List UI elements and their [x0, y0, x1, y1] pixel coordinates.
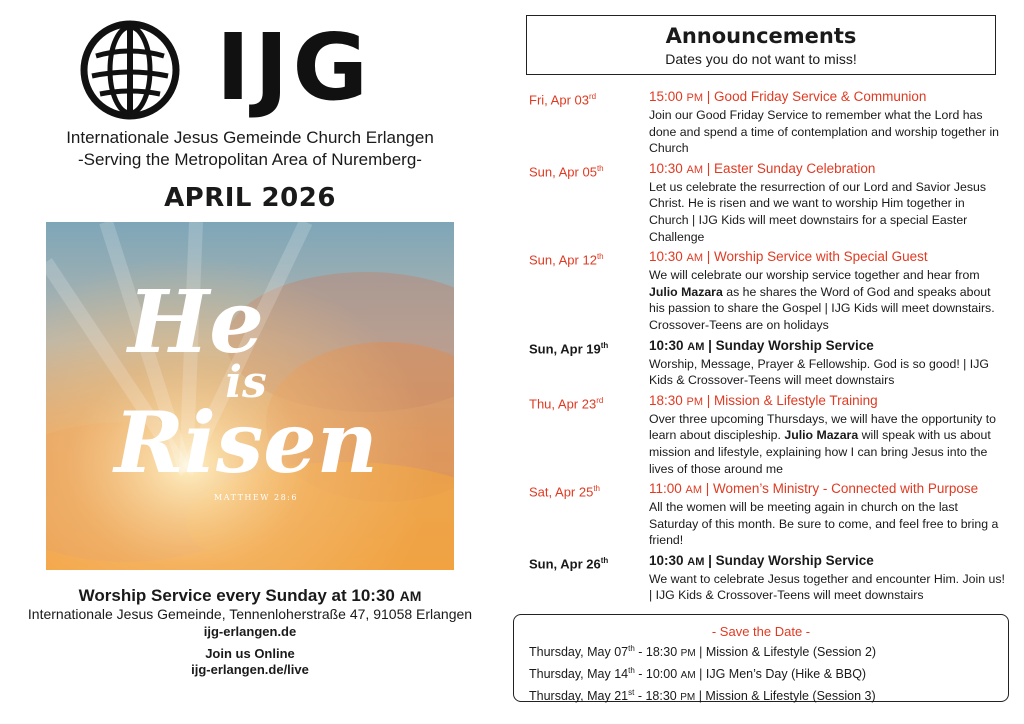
left-panel [0, 0, 500, 724]
church-name: Internationale Jesus Gemeinde Church Erlangen [66, 128, 434, 147]
event-heading [649, 552, 1005, 571]
event-date-text: Sun, Apr 05 [529, 164, 597, 180]
event-heading [649, 480, 1005, 499]
event-date [529, 392, 649, 477]
event-title: | Women’s Ministry - Connected with Purpose [702, 481, 979, 497]
announcements-header [526, 15, 996, 75]
event-date [529, 337, 649, 389]
event-body [649, 88, 1005, 157]
event-body [649, 480, 1005, 549]
speaker-name: Julio Mazara [649, 284, 723, 299]
event-heading [649, 337, 1005, 356]
save-time: - 18:30 [634, 689, 681, 704]
event-title: | Good Friday Service & Communion [703, 89, 927, 104]
event-description-text: All the women will be meeting again in church on the last Saturday of this month. Be sure to come, and feel free to bring a friend! [649, 500, 999, 548]
save-title-text: | Mission & Lifestyle (Session 3) [695, 689, 876, 704]
save-ampm: PM [680, 692, 696, 704]
event-title: | Worship Service with Special Guest [703, 249, 928, 265]
event-date-suffix: th [600, 340, 609, 350]
speaker-name: Julio Mazara [784, 428, 859, 443]
worship-times: Worship Service every Sunday at 10:30 AM [78, 586, 422, 605]
globe-cross-icon [78, 18, 182, 122]
announcements-title: Announcements [665, 24, 857, 48]
event-item [529, 248, 1009, 333]
event-item [529, 160, 1009, 245]
event-time: 10:30 [649, 337, 688, 353]
event-description-text: We want to celebrate Jesus together and encounter Him. Join us! | IJG Kids & Crossover-Teens will meet downstairs [649, 571, 1005, 603]
event-heading [649, 160, 1005, 179]
save-the-date-item [514, 662, 1008, 684]
event-date-suffix: rd [596, 395, 604, 405]
join-online-label: Join us Online [205, 646, 295, 661]
save-ampm: PM [680, 648, 696, 660]
event-date-suffix: th [596, 163, 604, 173]
event-description-text: We will celebrate our worship service together and hear from [649, 268, 980, 283]
save-time: - 18:30 [634, 645, 681, 660]
save-date-suffix: th [628, 644, 635, 653]
event-description-text: will speak with us about mission and lifestyle, explaining how I can bring Jesus into the lives of those around me [649, 428, 991, 476]
event-time: 18:30 [649, 392, 687, 408]
hero-word-he: He [128, 272, 264, 373]
live-stream-link[interactable]: ijg-erlangen.de/live [191, 662, 309, 677]
hero-word-risen: Risen [114, 393, 378, 492]
event-item [529, 392, 1009, 477]
event-heading [649, 392, 1005, 411]
event-list [529, 88, 1009, 607]
event-date [529, 480, 649, 549]
event-time: 11:00 [649, 481, 686, 497]
event-ampm: AM [686, 163, 704, 176]
event-ampm: AM [687, 555, 705, 568]
church-subtitle: -Serving the Metropolitan Area of Nuremberg- [78, 150, 422, 169]
save-the-date-list [514, 640, 1008, 706]
event-date [529, 552, 649, 604]
logo-wordmark: IJG [216, 14, 372, 121]
church-address: Internationale Jesus Gemeinde, Tennenloherstraße 47, 91058 Erlangen [27, 606, 473, 622]
month-title: APRIL 2026 [164, 183, 336, 213]
event-ampm: AM [685, 484, 703, 497]
event-title: | Sunday Worship Service [704, 337, 874, 353]
hero-verse: MATTHEW 28:6 [214, 493, 298, 502]
he-is-risen-image [46, 222, 454, 570]
event-date-suffix: th [596, 252, 604, 262]
hero-word-is: is [225, 357, 267, 408]
save-date: Thursday, May 21 [529, 689, 629, 704]
event-ampm: AM [686, 252, 704, 265]
event-date [529, 88, 649, 157]
event-date-text: Sun, Apr 26 [529, 556, 601, 572]
save-time: - 10:00 [634, 667, 681, 682]
announcements-subtitle: Dates you do not want to miss! [665, 51, 857, 67]
event-date-text: Sun, Apr 12 [529, 252, 597, 268]
event-time: 10:30 [649, 160, 687, 176]
save-ampm: AM [680, 670, 696, 682]
event-description [649, 356, 1005, 389]
event-item [529, 88, 1009, 157]
save-the-date-title: - Save the Date - [711, 624, 811, 639]
event-body [649, 160, 1005, 245]
event-date-text: Fri, Apr 03 [529, 92, 589, 108]
event-date-text: Sun, Apr 19 [529, 340, 601, 356]
event-description-text: as he shares the Word of God and speaks about his passion to share the Gospel | IJG Kids will meet downstairs. Crossover-Teens are on holidays [649, 284, 995, 332]
website-link[interactable]: ijg-erlangen.de [203, 624, 297, 639]
save-date-suffix: th [628, 666, 635, 676]
event-description-text: Join our Good Friday Service to remember what the Lord has done and spend a time of contemplation and worship together in Church [649, 108, 1000, 156]
event-time: 15:00 [649, 89, 687, 104]
event-title: | Easter Sunday Celebration [703, 160, 876, 176]
event-time: 10:30 [649, 249, 687, 265]
save-the-date-item [514, 684, 1008, 706]
event-body [649, 337, 1005, 389]
save-the-date-item [514, 640, 1008, 662]
event-item [529, 480, 1009, 549]
event-date-text: Thu, Apr 23 [529, 396, 597, 412]
event-description-text: Let us celebrate the resurrection of our Lord and Savior Jesus Christ. He is risen and we want to worship Him together in Church | IJG Kids will meet downstairs for a special Easter Challenge [649, 179, 986, 244]
event-body [649, 552, 1005, 604]
event-description [649, 179, 1005, 245]
event-date [529, 248, 649, 333]
event-heading [649, 248, 1005, 267]
event-date-suffix: th [593, 484, 600, 494]
event-description [649, 499, 1005, 549]
event-item [529, 337, 1009, 389]
event-description-text: Worship, Message, Prayer & Fellowship. God is so good! | IJG Kids & Crossover-Teens will meet downstairs [649, 356, 989, 388]
event-body [649, 248, 1005, 333]
event-ampm: PM [686, 92, 704, 104]
event-body [649, 392, 1005, 477]
event-description [649, 411, 1005, 477]
save-date: Thursday, May 14 [529, 667, 629, 682]
save-date: Thursday, May 07 [529, 645, 629, 660]
event-ampm: AM [687, 340, 705, 353]
event-title: | Sunday Worship Service [704, 552, 874, 568]
save-date-suffix: st [628, 688, 635, 698]
event-title: | Mission & Lifestyle Training [703, 392, 878, 408]
event-heading [649, 88, 1005, 107]
event-time: 10:30 [649, 552, 688, 568]
event-date [529, 160, 649, 245]
event-date-suffix: rd [588, 92, 597, 101]
event-description [649, 267, 1005, 333]
event-item [529, 552, 1009, 604]
event-description [649, 571, 1005, 604]
event-description-text: Over three upcoming Thursdays, we will have the opportunity to learn about discipleship. [649, 411, 996, 443]
save-title-text: | Mission & Lifestyle (Session 2) [695, 645, 877, 660]
event-ampm: PM [686, 395, 704, 408]
event-date-text: Sat, Apr 25 [529, 484, 594, 500]
save-title-text: | IJG Men’s Day (Hike & BBQ) [695, 667, 867, 682]
save-the-date-box [513, 614, 1009, 702]
event-date-suffix: th [600, 555, 609, 565]
event-description [649, 107, 1005, 157]
